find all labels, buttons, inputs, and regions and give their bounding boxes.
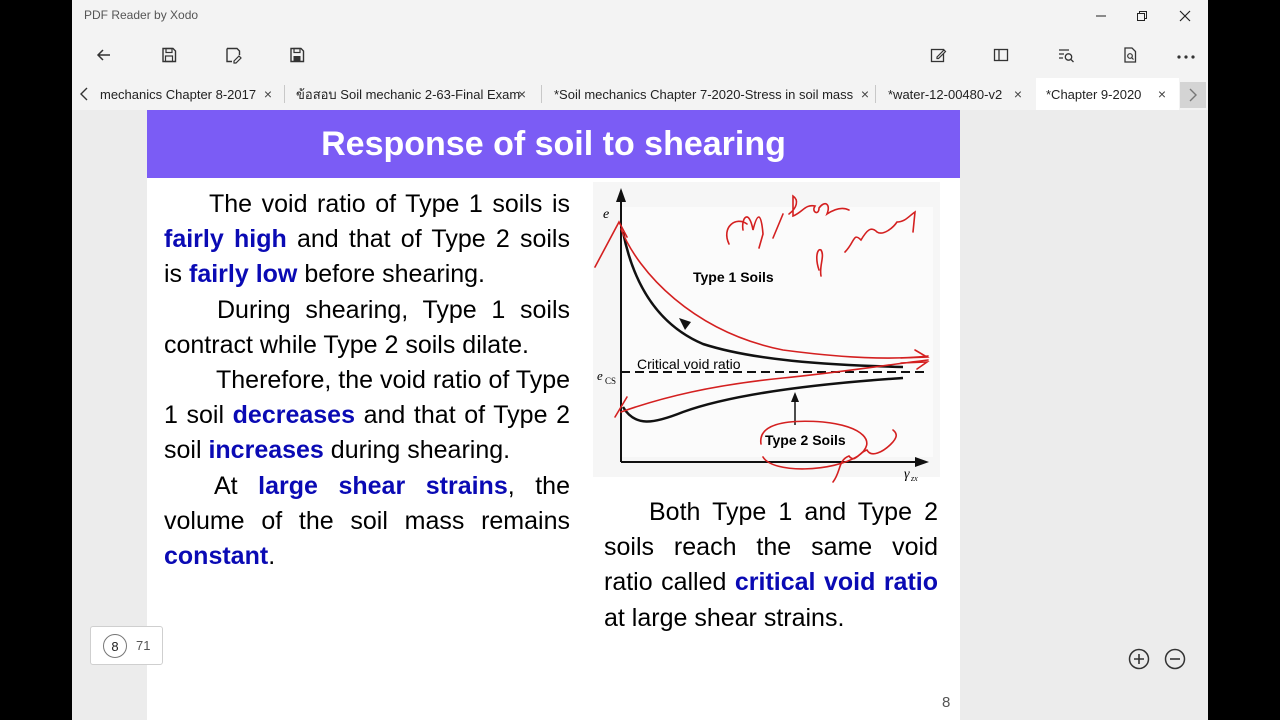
app-title: PDF Reader by Xodo <box>84 8 199 22</box>
highlight-large-shear-strains: large shear strains <box>258 471 508 500</box>
x-axis-label: γ <box>904 467 910 482</box>
right-text-block <box>604 495 938 636</box>
text: at large shear strains. <box>604 603 845 632</box>
title-bar <box>72 0 1208 32</box>
tab-separator <box>284 85 285 103</box>
type2-label: Type 2 Soils <box>765 432 846 448</box>
paragraph-void-ratio <box>164 187 570 293</box>
app-window <box>72 0 1208 720</box>
y-axis-label: e <box>603 207 610 222</box>
close-icon <box>1179 10 1191 22</box>
text: , the volume of the soil mass remains <box>164 471 570 535</box>
edit-button[interactable] <box>922 39 954 71</box>
close-window-button[interactable] <box>1162 0 1208 32</box>
tab-soil-mechanics-chapter-7[interactable] <box>554 78 872 110</box>
save-copy-icon <box>288 46 306 64</box>
tab-close-icon[interactable]: × <box>1157 86 1167 102</box>
document-viewer[interactable] <box>72 110 1208 720</box>
tab-close-icon[interactable]: × <box>517 86 527 102</box>
search-text-button[interactable] <box>1050 39 1082 71</box>
more-options-button[interactable] <box>1170 39 1202 71</box>
text: Therefore, the void ratio of Type 1 soil <box>164 366 570 430</box>
save-as-button[interactable] <box>217 39 249 71</box>
document-search-icon <box>1121 46 1139 64</box>
highlight-increases: increases <box>208 436 324 465</box>
tab-chapter-9[interactable] <box>1036 78 1179 110</box>
tab-strip <box>72 78 1208 110</box>
tabs-scroll-left-button[interactable] <box>74 78 94 110</box>
slide-title-banner <box>147 110 960 178</box>
slide-title: Response of soil to shearing <box>321 124 786 163</box>
chevron-right-icon <box>1187 87 1199 103</box>
void-ratio-diagram <box>593 182 940 483</box>
ecs-subscript: CS <box>605 376 617 386</box>
restore-icon <box>1136 10 1148 22</box>
tabs-scroll-right-button[interactable] <box>1180 82 1206 108</box>
minimize-icon <box>1095 10 1107 22</box>
highlight-decreases: decreases <box>232 401 355 430</box>
pencil-edit-icon <box>929 46 947 64</box>
type1-label: Type 1 Soils <box>693 269 774 285</box>
more-dots-icon <box>1176 46 1196 64</box>
sidebar-panel-icon <box>992 46 1010 64</box>
current-page: 8 <box>103 634 127 658</box>
zoom-out-button[interactable] <box>1163 647 1187 671</box>
zoom-out-icon <box>1163 647 1187 671</box>
save-copy-button[interactable] <box>281 39 313 71</box>
text: before shearing. <box>297 260 485 289</box>
chevron-left-icon <box>78 86 90 102</box>
text: during shearing. <box>323 436 511 465</box>
text: At <box>214 471 259 500</box>
save-button[interactable] <box>153 39 185 71</box>
text: and that of Type 2 soil <box>164 401 570 465</box>
paragraph-during-shearing: During shearing, Type 1 soils contract while Type 2 soils dilate. <box>164 295 570 359</box>
tab-label: ข้อสอบ Soil mechanic 2-63-Final Exam <box>296 86 521 102</box>
highlight-critical-void-ratio: critical void ratio <box>734 568 938 597</box>
tab-separator <box>875 85 876 103</box>
tab-label: *Chapter 9-2020 <box>1046 86 1142 102</box>
paragraph-therefore <box>164 363 570 469</box>
document-search-button[interactable] <box>1114 39 1146 71</box>
search-list-icon <box>1057 46 1075 64</box>
zoom-in-icon <box>1127 647 1151 671</box>
tab-label: *Soil mechanics Chapter 7-2020-Stress in soil mass <box>554 86 854 102</box>
text: and that of Type 2 soils is <box>164 225 570 289</box>
pdf-page <box>147 110 960 720</box>
tab-close-icon[interactable]: × <box>860 86 870 102</box>
text: . <box>268 542 276 571</box>
tab-label: mechanics Chapter 8-2017 <box>100 86 257 102</box>
tab-close-icon[interactable]: × <box>263 86 273 102</box>
tab-label: *water-12-00480-v2 <box>888 86 1003 102</box>
text: The void ratio of Type 1 soils is <box>209 190 570 218</box>
total-pages: 71 <box>136 638 151 653</box>
back-arrow-icon <box>95 46 113 64</box>
tab-water-12[interactable] <box>888 78 1025 110</box>
critical-void-ratio-label: Critical void ratio <box>637 356 741 372</box>
back-button[interactable] <box>88 39 120 71</box>
highlight-constant: constant <box>164 542 269 571</box>
minimize-button[interactable] <box>1078 0 1124 32</box>
toolbar <box>72 32 1208 78</box>
tab-separator <box>541 85 542 103</box>
paragraph-large-strains <box>164 469 570 575</box>
tab-final-exam[interactable] <box>296 78 529 110</box>
paragraph-critical-void-ratio <box>604 495 938 636</box>
page-indicator[interactable] <box>90 626 163 665</box>
zoom-in-button[interactable] <box>1127 647 1151 671</box>
highlight-fairly-high: fairly high <box>164 225 287 254</box>
restore-button[interactable] <box>1119 0 1165 32</box>
save-as-icon <box>224 46 242 64</box>
slide-page-number: 8 <box>942 694 951 711</box>
tab-mechanics-chapter-8[interactable] <box>100 78 275 110</box>
x-axis-subscript: zx <box>911 474 918 483</box>
ecs-label: e <box>597 368 603 383</box>
view-mode-button[interactable] <box>985 39 1017 71</box>
tab-close-icon[interactable]: × <box>1013 86 1023 102</box>
highlight-fairly-low: fairly low <box>189 260 298 289</box>
save-icon <box>160 46 178 64</box>
text: Both Type 1 and Type 2 soils reach the same void ratio called <box>604 498 938 597</box>
left-text-block <box>164 187 570 574</box>
